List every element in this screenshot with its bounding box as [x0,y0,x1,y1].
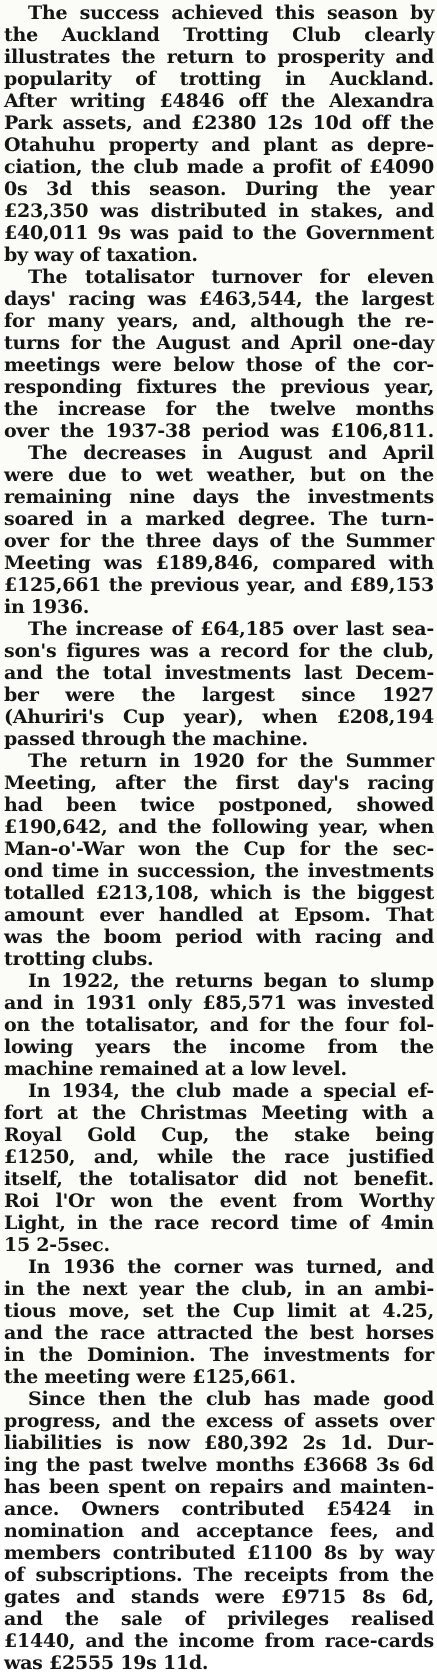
text-line: After writing £4846 off the Alexandra [4,90,434,112]
text-line: Roi l'Or won the event from Worthy [4,1190,434,1212]
text-line: by way of taxation. [4,244,198,266]
text-line: soared in a marked degree. The turn- [4,508,434,530]
text-line: The success achieved this season by [28,2,434,24]
text-line: Park assets, and £2380 12s 10d off the [4,112,434,134]
text-line: 0s 3d this season. During the year [4,178,434,200]
text-line: the meeting were £125,661. [4,1366,296,1388]
text-line: gates and stands were £9715 8s 6d, [4,1586,434,1608]
paragraph-1922-slump [4,970,434,1080]
text-line: of subscriptions. The receipts from the [4,1564,434,1586]
text-line: tious move, set the Cup limit at 4.25, [4,1300,434,1322]
text-line: £23,350 was distributed in stakes, and [4,200,434,222]
text-line: the increase for the twelve months [4,398,434,420]
text-line: passed through the machine. [4,728,308,750]
text-line: members contributed £1100 8s by way [4,1542,434,1564]
text-line: In 1922, the returns began to slump [28,970,434,992]
text-line: was £2555 19s 11d. [4,1652,209,1674]
text-line: In 1936 the corner was turned, and [28,1256,434,1278]
text-line: Meeting was £189,846, compared with [4,552,434,574]
text-line: ance. Owners contributed £5424 in [4,1498,434,1520]
text-line: The return in 1920 for the Summer [28,750,434,772]
text-line: (Ahuriri's Cup year), when £208,194 [4,706,434,728]
paragraph-assets [4,1388,434,1674]
text-line: in the Dominion. The investments for [4,1344,434,1366]
text-line: over for the three days of the Summer [4,530,434,552]
text-line: was the boom period with racing and [4,926,434,948]
text-line: The totalisator turnover for eleven [28,266,434,288]
text-line: Meeting, after the first day's racing [4,772,434,794]
text-line: £40,011 9s was paid to the Government [4,222,434,244]
text-line: has been spent on repairs and mainten- [4,1476,434,1498]
text-line: Light, in the race record time of 4min [4,1212,434,1234]
paragraph-decreases [4,442,434,618]
text-line: ing the past twelve months £3668 3s 6d [4,1454,434,1476]
text-line: ond time in succession, the investments [4,860,434,882]
text-line: lowing years the income from the [4,1036,434,1058]
text-line: illustrates the return to prosperity and [4,46,434,68]
paragraph-turnover [4,266,434,442]
text-line: machine remained at a low level. [4,1058,347,1080]
text-line: The increase of £64,185 over last sea- [28,618,434,640]
text-line: Otahuhu property and plant as depre- [4,134,434,156]
text-line: Man-o'-War won the Cup for the sec- [4,838,434,860]
paragraph-profit [4,2,434,266]
text-line: In 1934, the club made a special ef- [28,1080,434,1102]
text-line: £1440, and the income from race-cards [4,1630,434,1652]
text-line: itself, the totalisator did not benefit. [4,1168,434,1190]
text-line: liabilities is now £80,392 2s 1d. Dur- [4,1432,434,1454]
text-line: days' racing was £463,544, the largest [4,288,434,310]
text-line: remaining nine days the investments [4,486,434,508]
text-line: £125,661 the previous year, and £89,153 [4,574,434,596]
text-line: Royal Gold Cup, the stake being [4,1124,434,1146]
text-line: and the race attracted the best horses [4,1322,434,1344]
text-line: popularity of trotting in Auckland. [4,68,434,90]
paragraph-1934-gold-cup [4,1080,434,1256]
text-line: The decreases in August and April [28,442,434,464]
text-line: for many years, and, although the re- [4,310,434,332]
paragraph-1936-turn [4,1256,434,1388]
text-line: ber were the largest since 1927 [4,684,434,706]
text-line: trotting clubs. [4,948,154,970]
text-line: in 1936. [4,596,90,618]
text-line: totalled £213,108, which is the biggest [4,882,434,904]
text-line: turns for the August and April one-day [4,332,434,354]
text-line: Since then the club has made good [28,1388,434,1410]
text-line: progress, and the excess of assets over [4,1410,434,1432]
text-line: and in 1931 only £85,571 was invested [4,992,434,1014]
text-line: fort at the Christmas Meeting with a [4,1102,434,1124]
text-line: £190,642, and the following year, when [4,816,434,838]
text-line: over the 1937-38 period was £106,811. [4,420,434,442]
text-line: the Auckland Trotting Club clearly [4,24,434,46]
text-line: on the totalisator, and for the four fol- [4,1014,434,1036]
text-line: responding fixtures the previous year, [4,376,434,398]
paragraph-record-increase [4,618,434,750]
paragraph-1920-return [4,750,434,970]
text-line: and the total investments last Decem- [4,662,434,684]
text-line: amount ever handled at Epsom. That [4,904,434,926]
text-line: ciation, the club made a profit of £4090 [4,156,434,178]
text-line: and the sale of privileges realised [4,1608,434,1630]
text-line: meetings were below those of the cor- [4,354,434,376]
text-line: had been twice postponed, showed [4,794,434,816]
text-line: in the next year the club, in an ambi- [4,1278,434,1300]
text-line: were due to wet weather, but on the [4,464,434,486]
text-line: son's figures was a record for the club, [4,640,434,662]
text-line: £1250, and, while the race justified [4,1146,434,1168]
text-line: nomination and acceptance fees, and [4,1520,434,1542]
text-line: 15 2-5sec. [4,1234,110,1256]
